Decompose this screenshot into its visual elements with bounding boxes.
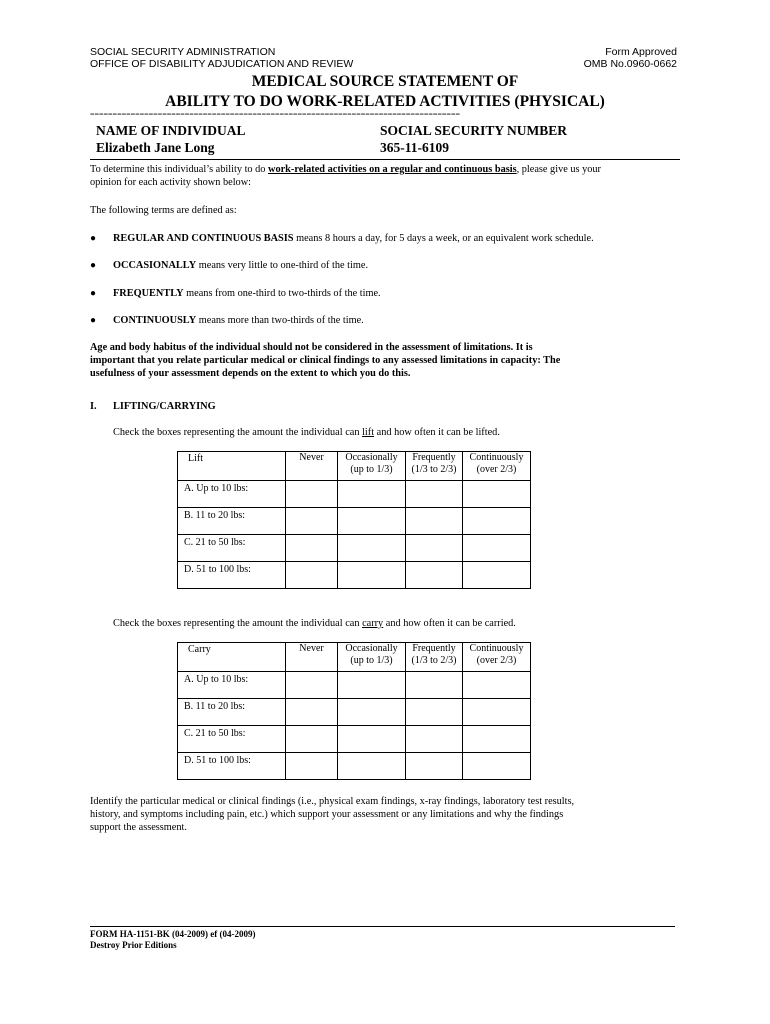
col-header-occasionally: Occasionally (up to 1/3) <box>338 643 406 672</box>
separator: ================================================================================== <box>90 111 460 119</box>
intro-text-2: , please give us your <box>516 164 601 175</box>
row-label: D. 51 to 100 lbs: <box>178 562 286 589</box>
checkbox-cell[interactable] <box>463 753 531 780</box>
row-label: A. Up to 10 lbs: <box>178 672 286 699</box>
intro-emphasis: work-related activities on a regular and continuous basis <box>268 164 517 175</box>
table-row <box>178 508 531 535</box>
intro-line-2: opinion for each activity shown below: <box>90 177 251 188</box>
definition-text: means more than two-thirds of the time. <box>196 315 364 326</box>
checkbox-cell[interactable] <box>406 753 463 780</box>
checkbox-cell[interactable] <box>406 699 463 726</box>
divider-line <box>90 159 680 160</box>
section-heading: LIFTING/CARRYING <box>113 401 216 412</box>
definition-text: means very little to one-third of the time. <box>196 260 369 271</box>
definition-item <box>0 287 770 300</box>
carry-table <box>177 642 531 780</box>
checkbox-cell[interactable] <box>338 481 406 508</box>
definition-term: CONTINUOUSLY <box>113 315 197 326</box>
checkbox-cell[interactable] <box>406 562 463 589</box>
row-label: B. 11 to 20 lbs: <box>178 508 286 535</box>
table-row <box>178 562 531 589</box>
col-header-frequently: Frequently (1/3 to 2/3) <box>406 452 463 481</box>
checkbox-cell[interactable] <box>286 726 338 753</box>
definition-item <box>0 314 770 327</box>
footer-line <box>90 926 675 927</box>
checkbox-cell[interactable] <box>338 562 406 589</box>
row-label: D. 51 to 100 lbs: <box>178 753 286 780</box>
col-header-never: Never <box>286 452 338 481</box>
checkbox-cell[interactable] <box>463 481 531 508</box>
lift-instructions: Check the boxes representing the amount the individual can lift and how often it can be lifted. <box>113 427 500 438</box>
assessment-warning <box>90 341 690 380</box>
checkbox-cell[interactable] <box>286 508 338 535</box>
checkbox-cell[interactable] <box>338 699 406 726</box>
omb-approval <box>584 46 677 70</box>
agency-line-2: OFFICE OF DISABILITY ADJUDICATION AND REVIEW <box>90 58 354 70</box>
table-row <box>178 699 531 726</box>
checkbox-cell[interactable] <box>286 535 338 562</box>
definition-term: REGULAR AND CONTINUOUS BASIS <box>113 233 294 244</box>
form-title <box>0 72 770 112</box>
ssn-label: SOCIAL SECURITY NUMBER <box>380 123 568 138</box>
checkbox-cell[interactable] <box>463 535 531 562</box>
title-line-1: MEDICAL SOURCE STATEMENT OF <box>251 73 519 90</box>
checkbox-cell[interactable] <box>463 562 531 589</box>
table-row <box>178 535 531 562</box>
checkbox-cell[interactable] <box>406 535 463 562</box>
checkbox-cell[interactable] <box>286 672 338 699</box>
table-row <box>178 481 531 508</box>
section-number: I. <box>90 401 97 412</box>
approval-line-1: Form Approved <box>605 46 677 58</box>
checkbox-cell[interactable] <box>406 508 463 535</box>
row-label: C. 21 to 50 lbs: <box>178 726 286 753</box>
definition-item <box>0 232 770 245</box>
warning-line-1: Age and body habitus of the individual should not be considered in the assessment of limitations. It is <box>90 342 533 353</box>
checkbox-cell[interactable] <box>338 672 406 699</box>
lift-corner-label: Lift <box>178 452 286 481</box>
title-line-2: ABILITY TO DO WORK-RELATED ACTIVITIES (PHYSICAL) <box>165 93 605 110</box>
checkbox-cell[interactable] <box>338 508 406 535</box>
checkbox-cell[interactable] <box>286 481 338 508</box>
definition-term: FREQUENTLY <box>113 288 184 299</box>
checkbox-cell[interactable] <box>338 726 406 753</box>
intro-text-1: To determine this individual’s ability to do <box>90 164 269 175</box>
checkbox-cell[interactable] <box>286 562 338 589</box>
bullet-icon: ● <box>90 260 97 271</box>
intro-paragraph <box>90 163 690 189</box>
ssn-block <box>380 122 567 156</box>
terms-intro: The following terms are defined as: <box>90 205 237 216</box>
col-header-never: Never <box>286 643 338 672</box>
agency-header <box>90 46 353 70</box>
warning-line-3: usefulness of your assessment depends on the extent to which you do this. <box>90 368 411 379</box>
checkbox-cell[interactable] <box>463 699 531 726</box>
row-label: B. 11 to 20 lbs: <box>178 699 286 726</box>
bullet-icon: ● <box>90 233 97 244</box>
table-row <box>178 753 531 780</box>
form-footer <box>90 929 255 951</box>
row-label: A. Up to 10 lbs: <box>178 481 286 508</box>
definition-text: means from one-third to two-thirds of the time. <box>183 288 381 299</box>
col-header-continuously: Continuously (over 2/3) <box>463 643 531 672</box>
definition-term: OCCASIONALLY <box>113 260 197 271</box>
findings-line-1: Identify the particular medical or clinical findings (i.e., physical exam findings, x-ray findings, laboratory test results, <box>90 796 575 807</box>
checkbox-cell[interactable] <box>286 753 338 780</box>
checkbox-cell[interactable] <box>406 726 463 753</box>
agency-line-1: SOCIAL SECURITY ADMINISTRATION <box>90 46 276 58</box>
carry-instructions: Check the boxes representing the amount the individual can carry and how often it can be carried. <box>113 618 516 629</box>
approval-line-2: OMB No.0960-0662 <box>583 58 677 70</box>
carry-corner-label: Carry <box>178 643 286 672</box>
checkbox-cell[interactable] <box>406 481 463 508</box>
checkbox-cell[interactable] <box>406 672 463 699</box>
lift-table <box>177 451 531 589</box>
bullet-icon: ● <box>90 315 97 326</box>
findings-line-3: support the assessment. <box>90 822 187 833</box>
bullet-icon: ● <box>90 288 97 299</box>
col-header-occasionally: Occasionally (up to 1/3) <box>338 452 406 481</box>
name-block <box>96 122 246 156</box>
ssn-value: 365-11-6109 <box>380 140 449 155</box>
checkbox-cell[interactable] <box>338 535 406 562</box>
checkbox-cell[interactable] <box>463 726 531 753</box>
checkbox-cell[interactable] <box>463 672 531 699</box>
name-value: Elizabeth Jane Long <box>96 140 215 155</box>
row-label: C. 21 to 50 lbs: <box>178 535 286 562</box>
findings-instructions <box>90 795 690 834</box>
checkbox-cell[interactable] <box>338 753 406 780</box>
footer-note: Destroy Prior Editions <box>90 940 177 950</box>
findings-line-2: history, and symptoms including pain, etc.) which support your assessment or any limitations and why the findings <box>90 809 564 820</box>
form-id: FORM HA-1151-BK (04-2009) ef (04-2009) <box>90 929 256 939</box>
definition-text: means 8 hours a day, for 5 days a week, or an equivalent work schedule. <box>293 233 594 244</box>
table-row <box>178 672 531 699</box>
col-header-frequently: Frequently (1/3 to 2/3) <box>406 643 463 672</box>
warning-line-2: important that you relate particular medical or clinical findings to any assessed limitations in capacity: The <box>90 355 561 366</box>
checkbox-cell[interactable] <box>463 508 531 535</box>
table-row <box>178 726 531 753</box>
name-label: NAME OF INDIVIDUAL <box>96 123 246 138</box>
definition-item <box>0 259 770 272</box>
checkbox-cell[interactable] <box>286 699 338 726</box>
col-header-continuously: Continuously (over 2/3) <box>463 452 531 481</box>
